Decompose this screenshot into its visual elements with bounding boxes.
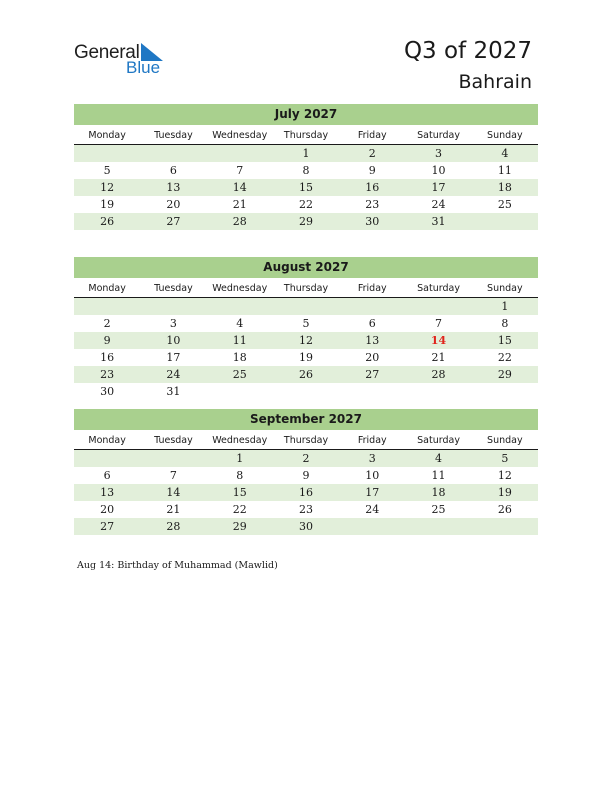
day-cell: 10 bbox=[431, 164, 446, 177]
day-cell: 4 bbox=[236, 317, 244, 330]
day-cell: 10 bbox=[365, 469, 380, 482]
weekday-label: Tuesday bbox=[154, 283, 193, 294]
day-cell bbox=[74, 298, 140, 315]
day-cell: 27 bbox=[365, 368, 380, 381]
day-cell: 19 bbox=[100, 198, 115, 211]
weekday-label: Sunday bbox=[487, 130, 523, 141]
day-cell: 13 bbox=[100, 486, 115, 499]
day-cell: 11 bbox=[431, 469, 446, 482]
week-row bbox=[74, 366, 538, 383]
week-row bbox=[74, 484, 538, 501]
day-cell: 18 bbox=[232, 351, 247, 364]
day-cell bbox=[140, 450, 206, 467]
day-cell: 1 bbox=[236, 452, 244, 465]
week-row bbox=[74, 196, 538, 213]
week-row bbox=[74, 145, 538, 162]
day-cell: 9 bbox=[302, 469, 310, 482]
day-cell: 8 bbox=[501, 317, 509, 330]
week-row bbox=[74, 518, 538, 535]
day-cell bbox=[339, 518, 405, 535]
day-cell: 7 bbox=[169, 469, 177, 482]
day-cell bbox=[472, 213, 538, 230]
day-cell: 22 bbox=[232, 503, 247, 516]
week-row bbox=[74, 332, 538, 349]
day-cell: 18 bbox=[431, 486, 446, 499]
day-cell: 30 bbox=[100, 385, 115, 398]
day-cell: 30 bbox=[298, 520, 313, 533]
day-cell: 21 bbox=[431, 351, 446, 364]
day-cell: 26 bbox=[100, 215, 115, 228]
day-cell: 5 bbox=[302, 317, 310, 330]
day-cell: 8 bbox=[236, 469, 244, 482]
month-july bbox=[74, 104, 538, 230]
day-cell: 3 bbox=[169, 317, 177, 330]
day-cell: 16 bbox=[298, 486, 313, 499]
day-cell: 3 bbox=[368, 452, 376, 465]
day-cell bbox=[207, 145, 273, 162]
country-name: Bahrain bbox=[458, 71, 532, 93]
weekday-label: Sunday bbox=[487, 435, 523, 446]
weekday-header bbox=[74, 127, 538, 145]
week-row bbox=[74, 349, 538, 366]
day-cell: 24 bbox=[365, 503, 380, 516]
day-cell: 27 bbox=[100, 520, 115, 533]
weekday-label: Saturday bbox=[417, 130, 460, 141]
day-cell: 16 bbox=[365, 181, 380, 194]
day-cell: 26 bbox=[298, 368, 313, 381]
holiday-day-cell: 14 bbox=[430, 334, 447, 347]
day-cell: 31 bbox=[431, 215, 446, 228]
day-cell: 8 bbox=[302, 164, 310, 177]
day-cell: 4 bbox=[435, 452, 443, 465]
day-cell bbox=[405, 518, 471, 535]
day-cell: 12 bbox=[298, 334, 313, 347]
weekday-label: Monday bbox=[88, 283, 126, 294]
day-cell: 17 bbox=[431, 181, 446, 194]
day-cell bbox=[207, 383, 273, 400]
day-cell: 2 bbox=[302, 452, 310, 465]
day-cell: 5 bbox=[103, 164, 111, 177]
day-cell: 6 bbox=[103, 469, 111, 482]
day-cell bbox=[472, 383, 538, 400]
logo-general-text: General bbox=[74, 42, 140, 63]
month-title: August 2027 bbox=[74, 257, 538, 278]
day-cell: 24 bbox=[431, 198, 446, 211]
day-cell: 13 bbox=[365, 334, 380, 347]
holiday-note: Aug 14: Birthday of Muhammad (Mawlid) bbox=[77, 560, 278, 571]
day-cell: 15 bbox=[232, 486, 247, 499]
day-cell: 19 bbox=[298, 351, 313, 364]
day-cell: 3 bbox=[435, 147, 443, 160]
day-cell: 6 bbox=[169, 164, 177, 177]
day-cell: 9 bbox=[103, 334, 111, 347]
month-title: September 2027 bbox=[74, 409, 538, 430]
week-row bbox=[74, 501, 538, 518]
day-cell bbox=[207, 298, 273, 315]
day-cell: 23 bbox=[100, 368, 115, 381]
week-row bbox=[74, 179, 538, 196]
weekday-label: Friday bbox=[357, 130, 387, 141]
day-cell: 19 bbox=[497, 486, 512, 499]
day-cell: 11 bbox=[232, 334, 247, 347]
weekday-label: Thursday bbox=[283, 435, 329, 446]
day-cell: 7 bbox=[236, 164, 244, 177]
weekday-label: Thursday bbox=[283, 283, 329, 294]
day-cell: 18 bbox=[497, 181, 512, 194]
weekday-label: Friday bbox=[357, 283, 387, 294]
weekday-label: Wednesday bbox=[212, 435, 268, 446]
day-cell: 31 bbox=[166, 385, 181, 398]
day-cell: 29 bbox=[232, 520, 247, 533]
day-cell: 11 bbox=[497, 164, 512, 177]
weekday-label: Monday bbox=[88, 130, 126, 141]
day-cell: 24 bbox=[166, 368, 181, 381]
day-cell: 23 bbox=[365, 198, 380, 211]
day-cell: 28 bbox=[166, 520, 181, 533]
day-cell bbox=[405, 383, 471, 400]
weekday-header bbox=[74, 280, 538, 298]
day-cell: 25 bbox=[431, 503, 446, 516]
day-cell: 29 bbox=[497, 368, 512, 381]
day-cell: 13 bbox=[166, 181, 181, 194]
weekday-label: Friday bbox=[357, 435, 387, 446]
day-cell: 4 bbox=[501, 147, 509, 160]
week-row bbox=[74, 162, 538, 179]
day-cell bbox=[339, 298, 405, 315]
day-cell: 23 bbox=[298, 503, 313, 516]
day-cell: 20 bbox=[365, 351, 380, 364]
day-cell: 22 bbox=[497, 351, 512, 364]
week-row bbox=[74, 450, 538, 467]
weekday-label: Wednesday bbox=[212, 130, 268, 141]
day-cell bbox=[339, 383, 405, 400]
day-cell bbox=[74, 450, 140, 467]
day-cell: 6 bbox=[368, 317, 376, 330]
day-cell: 5 bbox=[501, 452, 509, 465]
weekday-label: Tuesday bbox=[154, 130, 193, 141]
day-cell: 28 bbox=[232, 215, 247, 228]
weekday-label: Thursday bbox=[283, 130, 329, 141]
week-row bbox=[74, 298, 538, 315]
day-cell: 1 bbox=[501, 300, 509, 313]
weekday-label: Monday bbox=[88, 435, 126, 446]
page-title: Q3 of 2027 bbox=[403, 38, 532, 64]
logo-blue-text: Blue bbox=[126, 58, 161, 77]
weekday-label: Saturday bbox=[417, 283, 460, 294]
day-cell: 21 bbox=[232, 198, 247, 211]
day-cell bbox=[472, 518, 538, 535]
day-cell: 25 bbox=[232, 368, 247, 381]
day-cell: 10 bbox=[166, 334, 181, 347]
day-cell: 26 bbox=[497, 503, 512, 516]
day-cell: 1 bbox=[302, 147, 310, 160]
day-cell: 30 bbox=[365, 215, 380, 228]
week-row bbox=[74, 315, 538, 332]
day-cell bbox=[140, 145, 206, 162]
weekday-label: Tuesday bbox=[154, 435, 193, 446]
day-cell: 17 bbox=[166, 351, 181, 364]
week-row bbox=[74, 467, 538, 484]
week-row bbox=[74, 213, 538, 230]
day-cell: 28 bbox=[431, 368, 446, 381]
week-row bbox=[74, 383, 538, 400]
day-cell: 20 bbox=[100, 503, 115, 516]
day-cell bbox=[273, 298, 339, 315]
day-cell: 12 bbox=[497, 469, 512, 482]
day-cell: 15 bbox=[298, 181, 313, 194]
day-cell: 14 bbox=[166, 486, 181, 499]
month-title: July 2027 bbox=[74, 104, 538, 125]
day-cell: 22 bbox=[298, 198, 313, 211]
day-cell bbox=[405, 298, 471, 315]
weekday-header bbox=[74, 432, 538, 450]
day-cell: 25 bbox=[497, 198, 512, 211]
month-august bbox=[74, 257, 538, 400]
day-cell: 15 bbox=[497, 334, 512, 347]
day-cell: 20 bbox=[166, 198, 181, 211]
day-cell bbox=[140, 298, 206, 315]
day-cell: 21 bbox=[166, 503, 181, 516]
day-cell: 2 bbox=[103, 317, 111, 330]
day-cell bbox=[74, 145, 140, 162]
day-cell: 2 bbox=[368, 147, 376, 160]
day-cell: 9 bbox=[368, 164, 376, 177]
day-cell: 12 bbox=[100, 181, 115, 194]
weekday-label: Saturday bbox=[417, 435, 460, 446]
month-september bbox=[74, 409, 538, 535]
day-cell: 7 bbox=[435, 317, 443, 330]
day-cell: 27 bbox=[166, 215, 181, 228]
day-cell: 17 bbox=[365, 486, 380, 499]
weekday-label: Wednesday bbox=[212, 283, 268, 294]
day-cell: 16 bbox=[100, 351, 115, 364]
day-cell: 14 bbox=[232, 181, 247, 194]
weekday-label: Sunday bbox=[487, 283, 523, 294]
day-cell bbox=[273, 383, 339, 400]
day-cell: 29 bbox=[298, 215, 313, 228]
